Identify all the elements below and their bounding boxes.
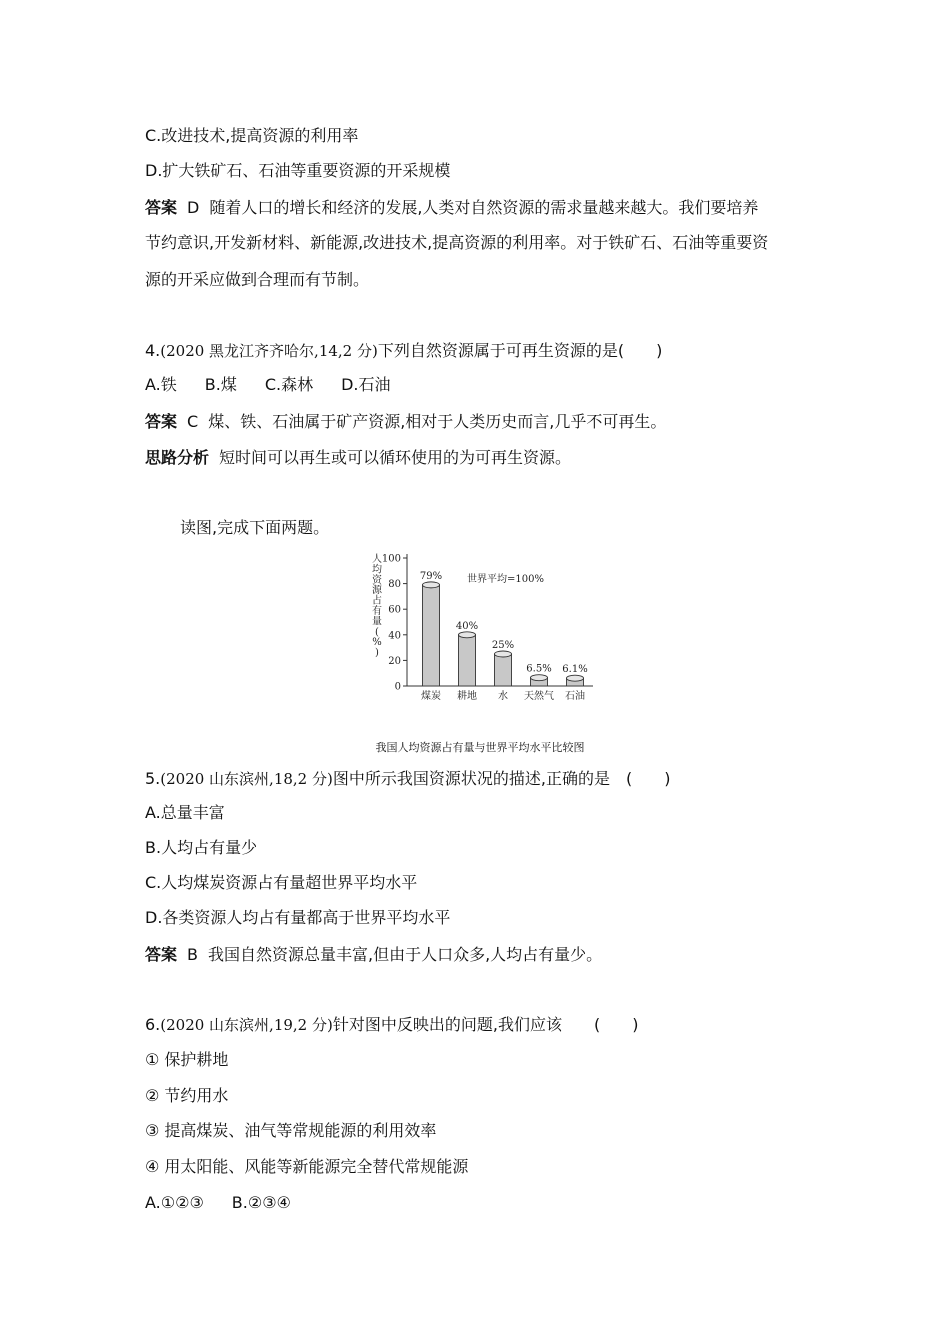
bar-top	[531, 675, 548, 681]
bar-top	[423, 582, 440, 588]
prev-answer	[145, 198, 758, 218]
q6-number: 6.	[145, 1015, 161, 1034]
q6-options	[145, 1193, 291, 1213]
bar-耕地	[456, 621, 478, 686]
q4-option-d: D.石油	[341, 375, 391, 394]
q6-item-2: ② 节约用水	[145, 1086, 229, 1105]
q5-stem	[145, 769, 670, 789]
y-axis-label	[372, 552, 383, 659]
answer-key: C	[187, 412, 199, 431]
y-axis-label-text: 人均资源占有量( % )	[372, 554, 382, 659]
q6-item-3: ③ 提高煤炭、油气等常规能源的利用效率	[145, 1121, 437, 1140]
q4-stem-text: 下列自然资源属于可再生资源的是( )	[377, 341, 663, 360]
q4-options	[145, 375, 391, 395]
y-tick-label: 80	[388, 579, 401, 591]
q6-source: (2020 山东滨州,19,2 分)	[160, 1016, 333, 1034]
bar-value-label: 40%	[455, 620, 479, 632]
bar-天然气	[526, 664, 551, 686]
prev-option-d: D.扩大铁矿石、石油等重要资源的开采规模	[145, 161, 451, 180]
y-tick-label: 40	[388, 630, 401, 642]
q6-option-a: A.①②③	[145, 1193, 204, 1212]
y-tick-label: 100	[381, 553, 401, 565]
q4-answer	[145, 412, 666, 432]
answer-text-line-1: 随着人口的增长和经济的发展,人类对自然资源的需求量越来越大。我们要培养	[209, 198, 759, 217]
q4-number: 4.	[145, 341, 161, 360]
q4-option-c: C.森林	[264, 375, 314, 394]
read-prompt: 读图,完成下面两题。	[180, 518, 330, 537]
bar-value-label: 6.1%	[562, 664, 588, 676]
answer-text-line-3: 源的开采应做到合理而有节制。	[145, 270, 370, 289]
q5-stem-text: 图中所示我国资源状况的描述,正确的是 ( )	[332, 769, 671, 788]
q5-option-d: D.各类资源人均占有量都高于世界平均水平	[145, 908, 451, 927]
answer-text: 我国自然资源总量丰富,但由于人口众多,人均占有量少。	[208, 945, 603, 964]
answer-key: B	[187, 945, 198, 964]
bar-body	[459, 635, 476, 686]
q5-source: (2020 山东滨州,18,2 分)	[160, 770, 333, 788]
bar-value-label: 79%	[419, 570, 443, 582]
answer-text-line-2: 节约意识,开发新材料、新能源,改进技术,提高资源的利用率。对于铁矿石、石油等重要资	[145, 233, 769, 252]
bar-煤炭	[420, 571, 442, 686]
x-tick-label: 水	[498, 691, 508, 702]
x-tick-label: 煤炭	[421, 691, 441, 702]
y-ticks	[382, 554, 407, 693]
q4-option-a: A.铁	[145, 375, 177, 394]
answer-label: 答案	[145, 198, 178, 217]
bar-value-label: 25%	[491, 640, 515, 651]
q6-option-b: B.②③④	[231, 1193, 291, 1212]
q5-option-b: B.人均占有量少	[145, 838, 258, 857]
prev-option-c: C.改进技术,提高资源的利用率	[145, 126, 359, 145]
y-tick-label: 20	[388, 655, 401, 667]
q4-source: (2020 黑龙江齐齐哈尔,14,2 分)	[160, 342, 378, 360]
analysis-text: 短时间可以再生或可以循环使用的为可再生资源。	[219, 448, 572, 467]
chart-annotation: 世界平均=100%	[467, 574, 544, 585]
bar-body	[423, 585, 440, 686]
q4-stem	[145, 341, 662, 361]
answer-text: 煤、铁、石油属于矿产资源,相对于人类历史而言,几乎不可再生。	[208, 412, 667, 431]
answer-key: D	[187, 198, 200, 217]
chart-caption: 我国人均资源占有量与世界平均水平比较图	[375, 741, 585, 754]
answer-label: 答案	[145, 945, 178, 964]
q4-option-b: B.煤	[204, 375, 237, 394]
x-tick-label: 天然气	[524, 691, 554, 702]
q6-item-1: ① 保护耕地	[145, 1050, 229, 1069]
analysis-label: 思路分析	[145, 448, 210, 467]
x-tick-labels	[421, 689, 585, 702]
x-tick-label: 耕地	[457, 691, 477, 702]
q6-item-4: ④ 用太阳能、风能等新能源完全替代常规能源	[145, 1157, 469, 1176]
bar-body	[495, 654, 512, 686]
bar-top	[567, 675, 584, 681]
q6-stem-text: 针对图中反映出的问题,我们应该 ( )	[332, 1015, 639, 1034]
bar-石油	[562, 664, 587, 686]
q5-option-a: A.总量丰富	[145, 803, 225, 822]
x-tick-label: 石油	[565, 691, 585, 702]
y-tick-label: 60	[388, 604, 401, 616]
q5-option-c: C.人均煤炭资源占有量超世界平均水平	[145, 873, 418, 892]
bar-top	[495, 651, 512, 657]
resource-bar-chart	[355, 548, 605, 708]
y-tick-label: 0	[394, 681, 401, 693]
bars	[420, 571, 588, 686]
q5-answer	[145, 945, 602, 965]
q6-stem	[145, 1015, 638, 1035]
q4-analysis	[145, 448, 571, 468]
q5-number: 5.	[145, 769, 161, 788]
bar-水	[492, 640, 514, 686]
answer-label: 答案	[145, 412, 178, 431]
bar-top	[459, 632, 476, 638]
bar-value-label: 6.5%	[526, 663, 552, 675]
